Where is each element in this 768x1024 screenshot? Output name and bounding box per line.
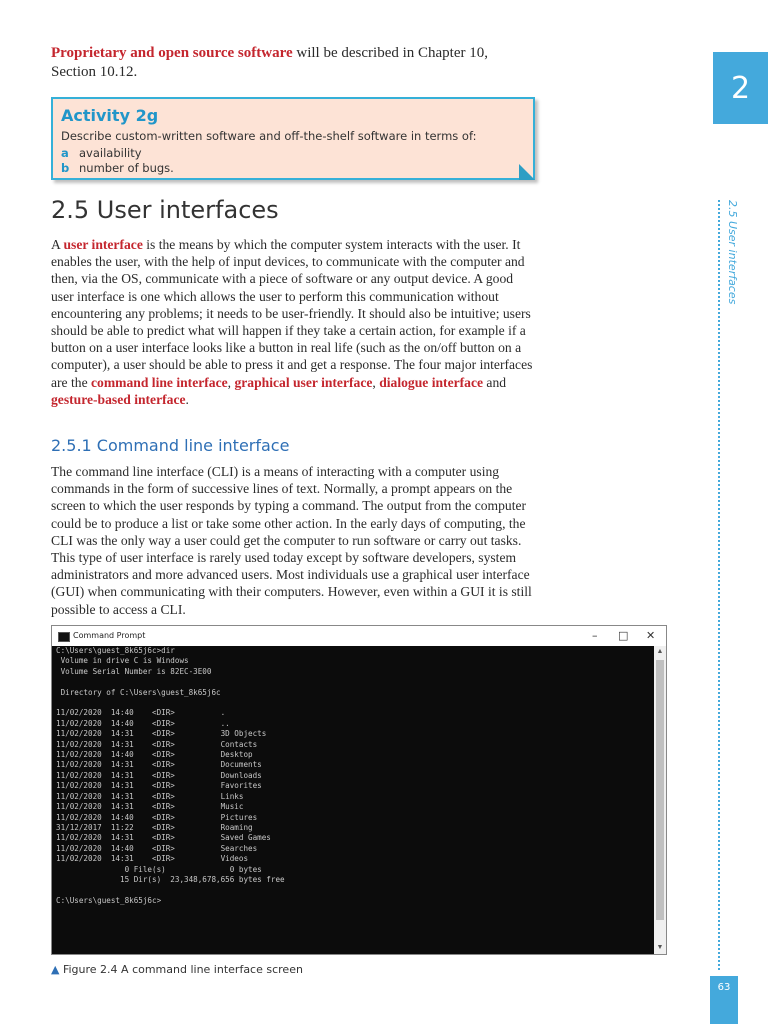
terminal-line: C:\Users\guest_8k65j6c> xyxy=(56,895,162,905)
keyword-dialogue-interface: dialogue interface xyxy=(379,374,484,390)
keyword-user-interface: user interface xyxy=(63,237,143,252)
vertical-scrollbar[interactable] xyxy=(654,646,666,954)
terminal-line: Volume Serial Number is 82EC-3E00 xyxy=(56,666,212,676)
keyword-command-line-interface: command line interface xyxy=(91,374,228,390)
keyword-graphical-user-interface: graphical user interface xyxy=(234,374,373,390)
minimize-button[interactable]: – xyxy=(592,629,598,642)
activity-item-letter: b xyxy=(61,161,70,175)
terminal-line: 11/02/2020 14:40 <DIR> Pictures xyxy=(56,812,258,822)
terminal-line: Directory of C:\Users\guest_8k65j6c xyxy=(56,687,221,697)
terminal-output[interactable] xyxy=(52,646,654,954)
margin-dotted-line xyxy=(718,200,720,970)
terminal-line: 31/12/2017 11:22 <DIR> Roaming xyxy=(56,822,253,832)
scroll-up-icon[interactable]: ▲ xyxy=(656,647,664,655)
text-run: , xyxy=(372,374,380,390)
terminal-line: 11/02/2020 14:31 <DIR> Links xyxy=(56,791,244,801)
keyword-gesture-based-interface: gesture-based interface xyxy=(51,391,186,407)
subsection-heading: 2.5.1 Command line interface xyxy=(51,436,290,455)
activity-item xyxy=(61,161,174,175)
window-titlebar xyxy=(52,626,666,646)
section-heading: 2.5 User interfaces xyxy=(51,196,279,224)
terminal-line: Volume in drive C is Windows xyxy=(56,656,189,666)
text-run: is the means by which the computer system interacts with the user. It enables the user, with the help of input devices, to communicate with the computer and then, via the OS, communicate with a piece of software or any output device. A good user interface is one which allows the user to perform this communication without encountering any problems; it needs to be user-friendly. It should also be intuitive; users should be able to predict what will happen if they take a certain action, for example if a button on a user interface looks like a button in real life (such as the on/off button on a computer), a user should be able to press it and get a response. The four major interfaces are the xyxy=(51,237,533,390)
terminal-line: C:\Users\guest_8k65j6c>dir xyxy=(56,646,175,655)
terminal-icon xyxy=(58,632,70,642)
body-paragraph-user-interfaces xyxy=(51,236,535,408)
terminal-line: 0 File(s) 0 bytes xyxy=(56,864,262,874)
terminal-line xyxy=(56,885,654,895)
window-title: Command Prompt xyxy=(73,631,146,640)
caption-marker-icon: ▲ xyxy=(51,963,60,976)
terminal-line: 11/02/2020 14:40 <DIR> . xyxy=(56,708,226,718)
page-number: 63 xyxy=(710,976,738,1024)
terminal-line: 11/02/2020 14:31 <DIR> Saved Games xyxy=(56,833,271,843)
terminal-line: 11/02/2020 14:31 <DIR> Music xyxy=(56,802,244,812)
terminal-line: 11/02/2020 14:31 <DIR> Favorites xyxy=(56,781,262,791)
figure-caption xyxy=(51,963,303,976)
maximize-button[interactable]: □ xyxy=(618,629,629,642)
activity-item-text: number of bugs. xyxy=(79,161,174,175)
activity-item xyxy=(61,146,142,160)
text-run: , xyxy=(227,374,235,390)
terminal-line: 11/02/2020 14:31 <DIR> Downloads xyxy=(56,770,262,780)
activity-item-text: availability xyxy=(79,146,142,160)
intro-keyword: Proprietary and open source software xyxy=(51,45,293,61)
terminal-line: 11/02/2020 14:40 <DIR> Searches xyxy=(56,843,258,853)
close-button[interactable]: ✕ xyxy=(646,629,656,642)
terminal-line: 11/02/2020 14:40 <DIR> Desktop xyxy=(56,750,253,760)
command-prompt-window xyxy=(51,625,667,955)
caption-text: Figure 2.4 A command line interface screen xyxy=(62,963,303,976)
terminal-line: 11/02/2020 14:31 <DIR> Contacts xyxy=(56,739,258,749)
terminal-line: 11/02/2020 14:40 <DIR> .. xyxy=(56,718,230,728)
scroll-down-icon[interactable]: ▼ xyxy=(656,943,664,951)
activity-title: Activity 2g xyxy=(61,106,159,125)
text-run: A xyxy=(51,237,64,252)
intro-text: will be described in Chapter 10, Section 10.12. xyxy=(51,45,489,80)
chapter-tab: 2 xyxy=(713,52,768,124)
terminal-line xyxy=(56,698,654,708)
corner-fold xyxy=(519,164,535,180)
intro-paragraph xyxy=(51,44,531,82)
scroll-thumb[interactable] xyxy=(656,660,664,920)
terminal-line: 11/02/2020 14:31 <DIR> 3D Objects xyxy=(56,729,267,739)
terminal-line xyxy=(56,677,654,687)
activity-box xyxy=(51,97,535,180)
running-head: 2.5 User interfaces xyxy=(726,200,739,305)
body-paragraph-cli: The command line interface (CLI) is a means of interacting with a computer using commands in the form of successive lines of text. Normally, a prompt appears on the screen to which the user responds by typing a command. The output from the computer could be to produce a list or take some other action. In the early days of computing, the CLI was the only way a user could get the computer to run software or carry out tasks. This type of user interface is rarely used today except by software developers, system administrators and more advanced users. Most individuals use a graphical user interface (GUI) when communicating with their computers. However, even within a GUI it is still possible to access a CLI. xyxy=(51,464,532,617)
activity-item-letter: a xyxy=(61,146,69,160)
terminal-line: 15 Dir(s) 23,348,678,656 bytes free xyxy=(56,874,285,884)
text-run: and xyxy=(483,374,507,390)
terminal-line: 11/02/2020 14:31 <DIR> Videos xyxy=(56,854,249,864)
activity-description: Describe custom-written software and off-the-shelf software in terms of: xyxy=(61,129,477,143)
terminal-line: 11/02/2020 14:31 <DIR> Documents xyxy=(56,760,262,770)
text-run: . xyxy=(185,391,189,407)
